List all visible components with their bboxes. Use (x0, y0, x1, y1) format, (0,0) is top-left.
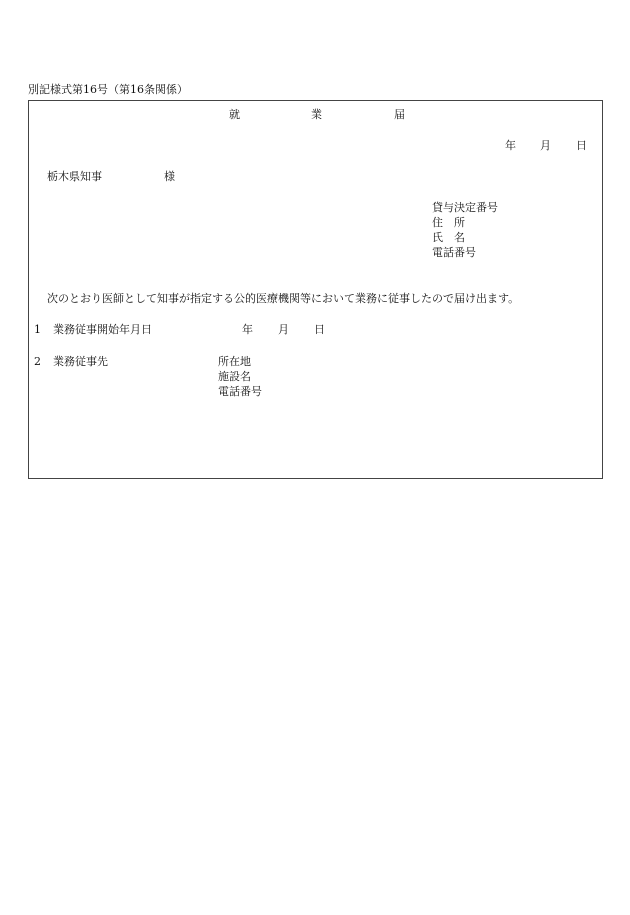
item2-label: 業務従事先 (53, 355, 108, 368)
item2-field-facility-name: 施設名 (218, 370, 251, 383)
addressee-name: 栃木県知事 (47, 170, 102, 183)
item1-year-label: 年 (242, 323, 253, 336)
date-month-label: 月 (540, 139, 551, 152)
item1-month-label: 月 (278, 323, 289, 336)
applicant-field-name: 氏 名 (432, 231, 465, 244)
applicant-field-address: 住 所 (432, 216, 465, 229)
date-day-label: 日 (576, 139, 587, 152)
item1-day-label: 日 (314, 323, 325, 336)
addressee-honorific: 様 (164, 170, 175, 183)
applicant-field-loan-number: 貸与決定番号 (432, 201, 498, 214)
title-char-2: 業 (311, 108, 322, 121)
item1-number: 1 (34, 323, 41, 336)
item1-label: 業務従事開始年月日 (53, 323, 152, 336)
date-year-label: 年 (505, 139, 516, 152)
title-char-3: 届 (394, 108, 405, 121)
applicant-field-phone: 電話番号 (432, 246, 476, 259)
statement-text: 次のとおり医師として知事が指定する公的医療機関等において業務に従事したので届け出ます。 (47, 292, 520, 305)
form-number: 別記様式第16号（第16条関係） (28, 83, 188, 96)
form-box (28, 100, 603, 479)
item2-field-location: 所在地 (218, 355, 251, 368)
item2-number: 2 (34, 355, 41, 368)
item2-field-phone: 電話番号 (218, 385, 262, 398)
title-char-1: 就 (229, 108, 240, 121)
